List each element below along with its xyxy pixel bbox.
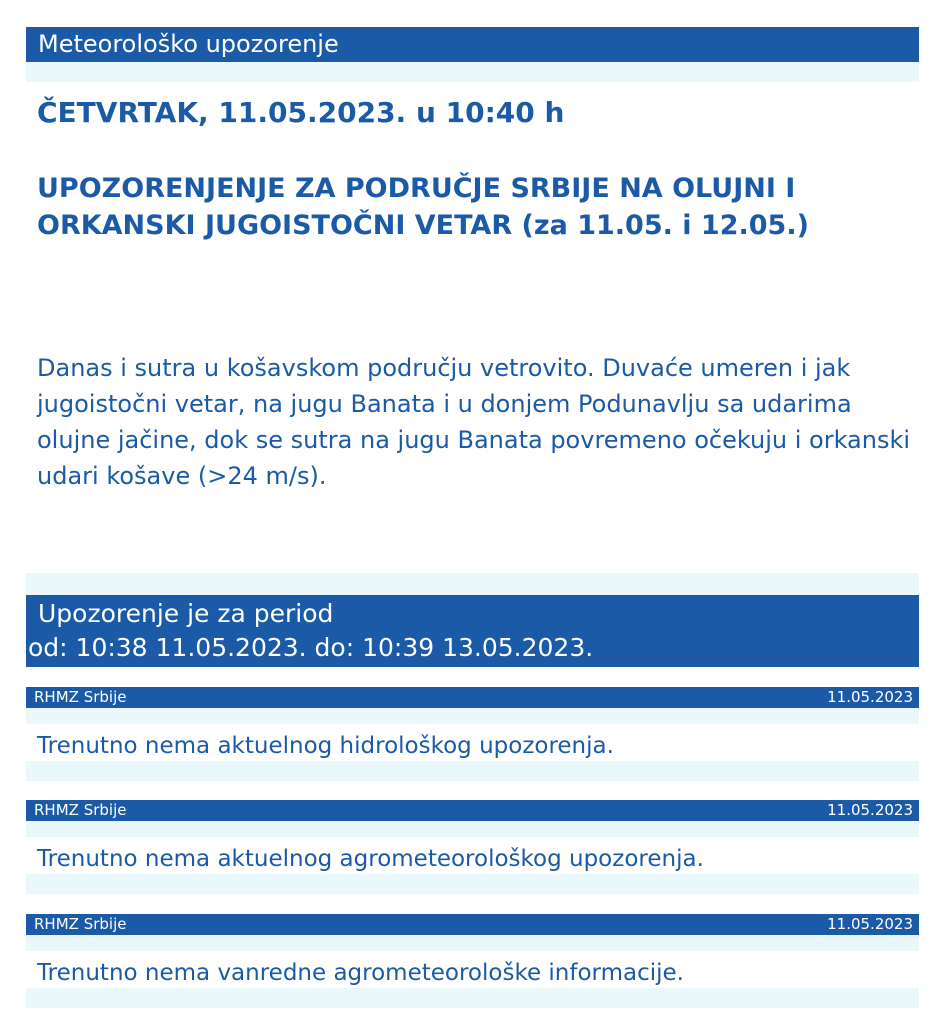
notice-date: 11.05.2023 (827, 915, 913, 933)
period-stripe (26, 573, 919, 595)
period-title: Upozorenje je za period (38, 599, 334, 628)
title-stripe (26, 62, 919, 82)
issued-datetime: ČETVRTAK, 11.05.2023. u 10:40 h (37, 96, 565, 129)
notice-source: RHMZ Srbije (34, 801, 127, 819)
notice-source: RHMZ Srbije (34, 688, 127, 706)
notice-stripe (26, 874, 919, 894)
notice-text-agro: Trenutno nema aktuelnog agrometeorološkog upozorenja. (37, 846, 704, 872)
notice-text-agro-info: Trenutno nema vanredne agrometeorološke informacije. (37, 960, 684, 986)
notice-source: RHMZ Srbije (34, 915, 127, 933)
notice-date: 11.05.2023 (827, 801, 913, 819)
warning-title: Meteorološko upozorenje (38, 30, 339, 58)
notice-date: 11.05.2023 (827, 688, 913, 706)
notice-stripe (26, 988, 919, 1008)
notice-stripe (26, 821, 919, 837)
period-range: od: 10:38 11.05.2023. do: 10:39 13.05.2023. (28, 633, 594, 662)
notice-stripe (26, 761, 919, 781)
warning-body: Danas i sutra u košavskom području vetrovito. Duvaće umeren i jak jugoistočni vetar, na jugu Banata i u donjem Podunavlju sa udarima olujne jačine, dok se sutra na jugu Banata povremeno očekuju i orkanski udari košave (>24 m/s). (37, 354, 911, 490)
notice-text-hydro: Trenutno nema aktuelnog hidrološkog upozorenja. (37, 733, 614, 759)
notice-header-agro-info (26, 914, 919, 935)
notice-header-hydro (26, 687, 919, 708)
warning-heading: UPOZORENJENJE ZA PODRUČJE SRBIJE NA OLUJNI I ORKANSKI JUGOISTOČNI VETAR (za 11.05. i 12.05.) (37, 173, 809, 241)
period-box (26, 595, 919, 667)
notice-stripe (26, 708, 919, 724)
warning-title-bar (26, 27, 919, 62)
notice-header-agro (26, 800, 919, 821)
notice-stripe (26, 935, 919, 951)
